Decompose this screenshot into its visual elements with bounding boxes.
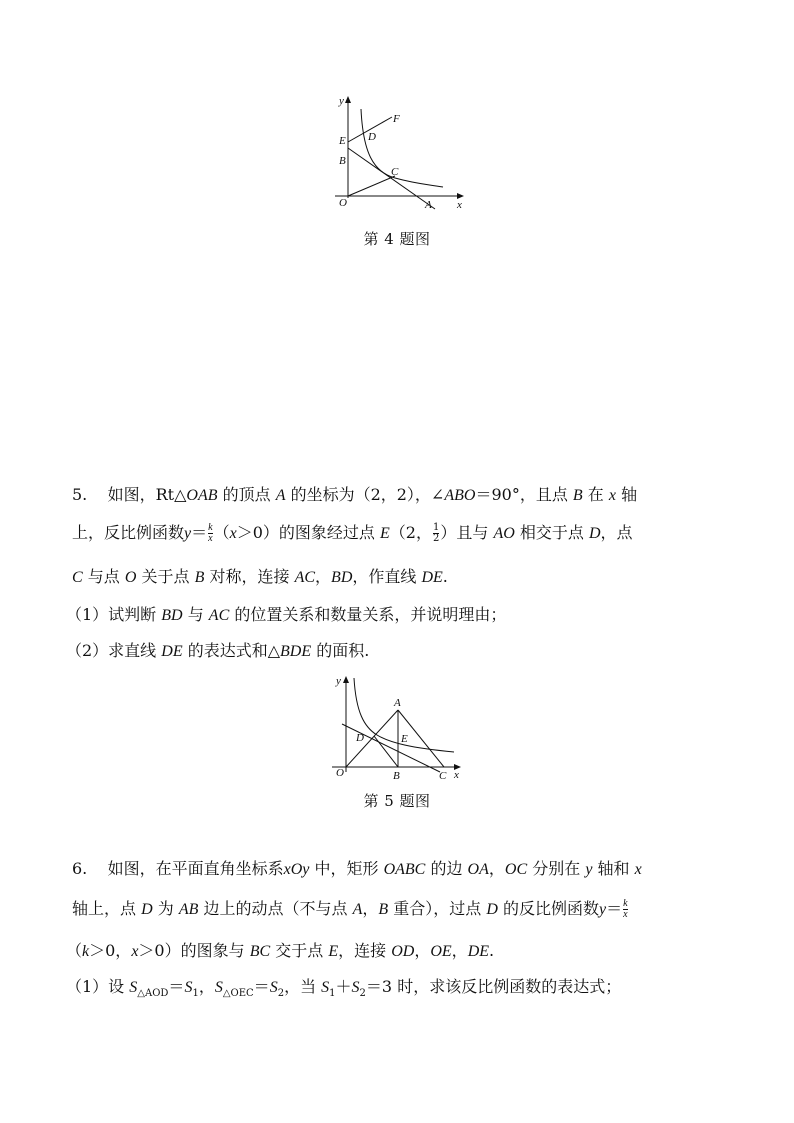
fig4-label-f: F: [393, 113, 400, 125]
q5-subquestion-2: （2）求直线 DE 的表达式和△BDE 的面积.: [66, 641, 370, 660]
fig5-label-b: B: [393, 770, 400, 782]
fig5-label-y: y: [336, 675, 341, 687]
fig4-label-b: B: [339, 155, 346, 167]
fig5-label-d: D: [356, 732, 364, 744]
q5-subquestion-1: （1）试判断 BD 与 AC 的位置关系和数量关系，并说明理由；: [66, 605, 507, 624]
q6-line-2: 轴上，点 D 为 AB 边上的动点（不与点 A，B 重合），过点 D 的反比例函数y＝ $\frac{k}{x}$: [72, 898, 628, 920]
q5-fraction-k-over-x: $\frac{k}{x}$: [208, 522, 213, 544]
fig5-y-arrow: [343, 676, 349, 683]
fig4-label-a: A: [425, 199, 432, 211]
figure-5-caption: 第 5 题图: [363, 792, 431, 810]
q6-number: 6.: [72, 859, 88, 878]
figure-4: [325, 92, 470, 212]
fig4-label-x: x: [457, 199, 462, 211]
figure-5-diagram: [322, 672, 472, 782]
figure-4-diagram: [325, 92, 470, 212]
fig4-line-oc: [348, 176, 395, 196]
q6-fraction-k-over-x: $\frac{k}{x}$: [623, 898, 628, 920]
q6-line-3: （k＞0，x＞0）的图象与 BC 交于点 E，连接 OD，OE，DE.: [66, 941, 495, 960]
fig4-label-c: C: [391, 166, 399, 178]
q5-line-3: C 与点 O 关于点 B 对称，连接 AC，BD，作直线 DE.: [72, 567, 448, 586]
fig4-hyperbola: [361, 109, 443, 187]
fig5-label-e: E: [401, 733, 408, 745]
figure-5: [322, 672, 472, 782]
q6-subquestion-1: （1）设 $S_{\triangle AOD}=S_1$，$S_{\triangle OEC}=S_2$，当 $S_1+S_2=3$ 时，求该反比例函数的表达式；: [66, 977, 622, 1000]
fig5-line-bd: [374, 736, 398, 767]
fig4-label-d: D: [368, 131, 376, 143]
fig5-label-x: x: [454, 769, 459, 781]
q5-fraction-half: $\frac{1}{2}$: [432, 522, 440, 544]
fig4-label-e: E: [339, 135, 346, 147]
q5-line-1: 5. 如图，Rt△OAB 的顶点 A 的坐标为（2，2），∠ABO＝90°，且点 B 在 x 轴: [72, 485, 638, 504]
fig5-label-o: O: [336, 767, 344, 779]
fig4-y-arrow: [345, 96, 351, 103]
q5-number: 5.: [72, 485, 88, 504]
q5-line-2: 上，反比例函数y＝ $\frac{k}{x}$ （x＞0）的图象经过点 E（2， $\frac{1}{2}$ ）且与 AO 相交于点 D，点: [72, 522, 633, 544]
fig5-label-a: A: [394, 697, 401, 709]
fig4-line-ba: [348, 148, 435, 209]
fig4-label-y: y: [339, 95, 344, 107]
q6-line-1: 6. 如图，在平面直角坐标系xOy 中，矩形 OABC 的边 OA，OC 分别在 y 轴和 x: [72, 859, 642, 878]
figure-4-caption: 第 4 题图: [363, 230, 431, 248]
fig4-label-o: O: [339, 197, 347, 209]
fig5-label-c: C: [439, 770, 447, 782]
